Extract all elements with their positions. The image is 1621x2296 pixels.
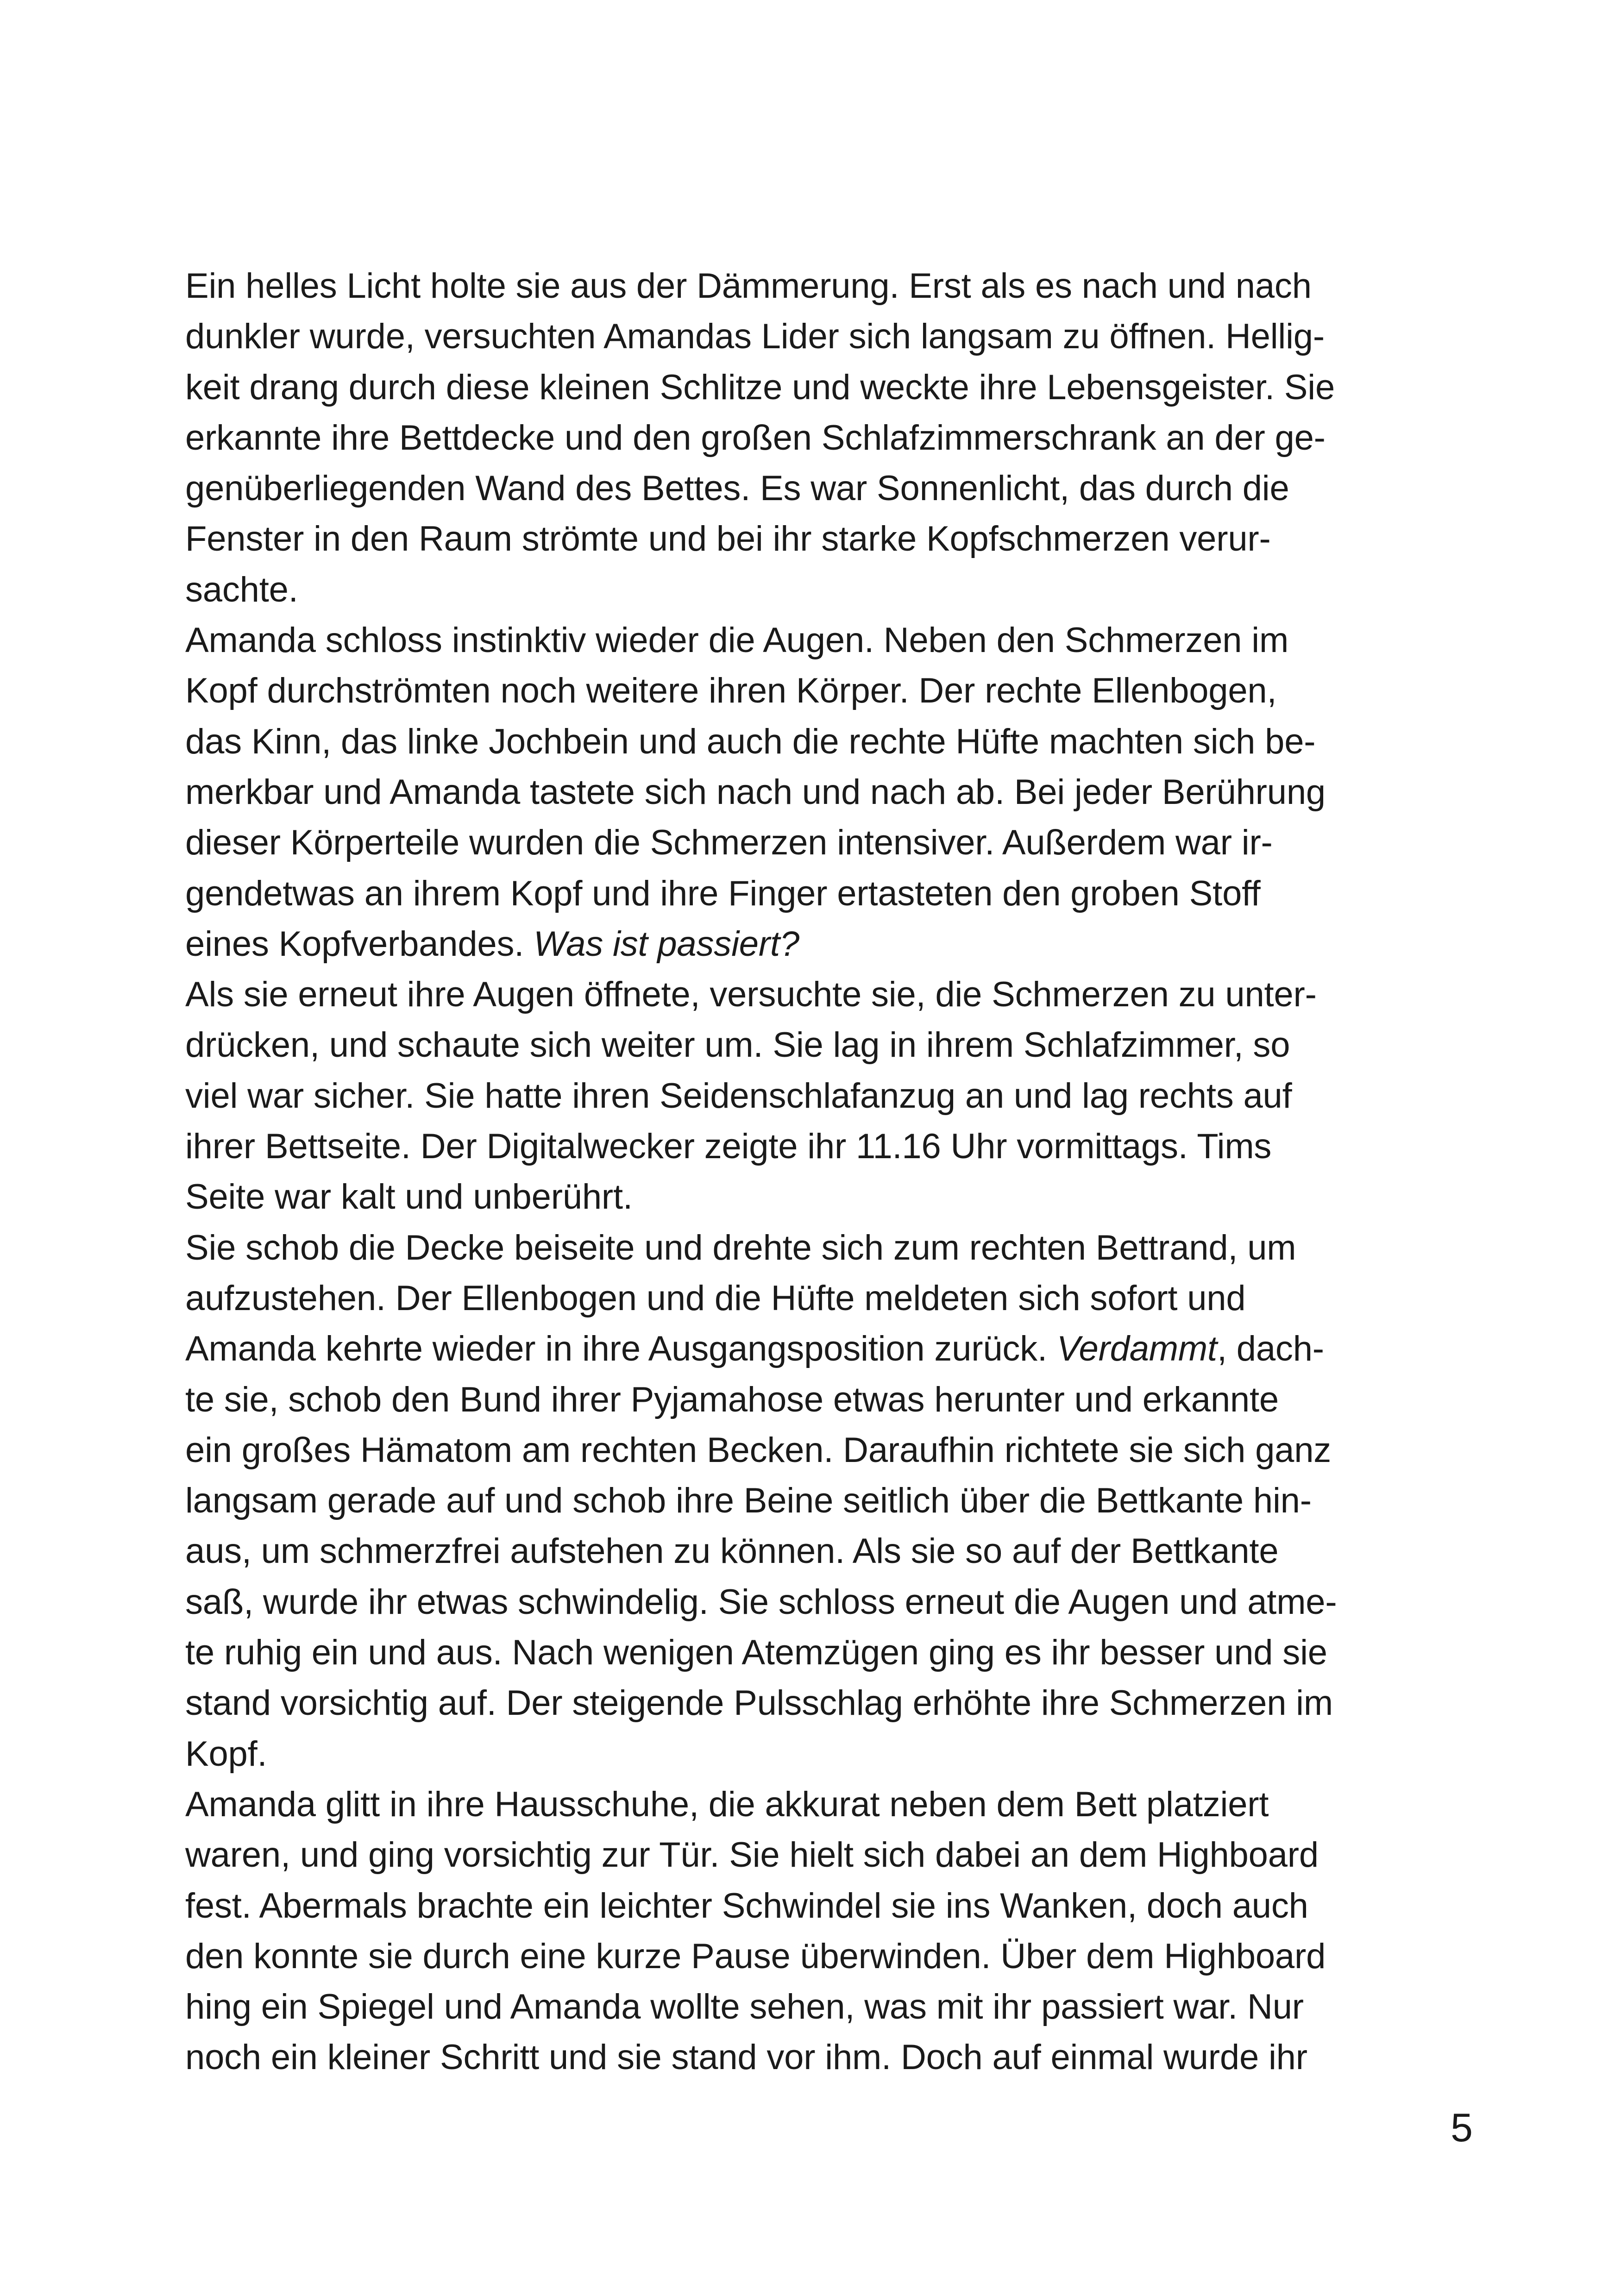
text-run: , dach- — [1217, 1329, 1324, 1369]
text-line: merkbar und Amanda tastete sich nach und nach ab. Bei jeder Berührung — [185, 772, 1326, 812]
text-line: Amanda schloss instinktiv wieder die Augen. Neben den Schmerzen im — [185, 621, 1289, 660]
text-line — [185, 1324, 1473, 1374]
italic-text: Verdammt — [1056, 1329, 1217, 1369]
text-line: stand vorsichtig auf. Der steigende Pulsschlag erhöhte ihre Schmerzen im — [185, 1683, 1333, 1723]
text-line: drücken, und schaute sich weiter um. Sie lag in ihrem Schlafzimmer, so — [185, 1025, 1290, 1065]
text-line: langsam gerade auf und schob ihre Beine seitlich über die Bettkante hin- — [185, 1481, 1312, 1521]
text-line: te sie, schob den Bund ihrer Pyjamahose etwas herunter und erkannte — [185, 1380, 1279, 1419]
text-line: Seite war kalt und unberührt. — [185, 1177, 633, 1217]
text-line: hing ein Spiegel und Amanda wollte sehen, was mit ihr passiert war. Nur — [185, 1987, 1304, 2027]
text-line: dieser Körperteile wurden die Schmerzen intensiver. Außerdem war ir- — [185, 823, 1273, 863]
text-line: Fenster in den Raum strömte und bei ihr starke Kopfschmerzen verur- — [185, 519, 1271, 559]
text-line: erkannte ihre Bettdecke und den großen Schlafzimmerschrank an der ge- — [185, 418, 1326, 458]
text-line: saß, wurde ihr etwas schwindelig. Sie schloss erneut die Augen und atme- — [185, 1582, 1337, 1622]
text-line: aufzustehen. Der Ellenbogen und die Hüfte meldeten sich sofort und — [185, 1278, 1246, 1318]
text-line: Kopf. — [185, 1734, 267, 1774]
italic-text: Was ist passiert? — [534, 924, 799, 964]
body-text — [185, 261, 1473, 2083]
page-number: 5 — [1451, 2106, 1473, 2150]
text-line: Kopf durchströmten noch weitere ihren Körper. Der rechte Ellenbogen, — [185, 671, 1277, 711]
text-line: aus, um schmerzfrei aufstehen zu können. Als sie so auf der Bettkante — [185, 1531, 1279, 1571]
text-line: Sie schob die Decke beiseite und drehte sich zum rechten Bettrand, um — [185, 1228, 1296, 1267]
text-line: noch ein kleiner Schritt und sie stand vor ihm. Doch auf einmal wurde ihr — [185, 2038, 1307, 2077]
text-line: gendetwas an ihrem Kopf und ihre Finger ertasteten den groben Stoff — [185, 873, 1261, 913]
text-run: eines Kopfverbandes. — [185, 924, 534, 964]
text-line: sachte. — [185, 570, 298, 609]
text-line: ein großes Hämatom am rechten Becken. Daraufhin richtete sie sich ganz — [185, 1430, 1332, 1470]
text-line: te ruhig ein und aus. Nach wenigen Atemzügen ging es ihr besser und sie — [185, 1633, 1327, 1673]
text-line: Als sie erneut ihre Augen öffnete, versuchte sie, die Schmerzen zu unter- — [185, 975, 1317, 1015]
text-line: viel war sicher. Sie hatte ihren Seidenschlafanzug an und lag rechts auf — [185, 1076, 1292, 1116]
text-line: keit drang durch diese kleinen Schlitze und weckte ihre Lebensgeister. Sie — [185, 367, 1335, 407]
text-line: Amanda glitt in ihre Hausschuhe, die akkurat neben dem Bett platziert — [185, 1784, 1269, 1824]
text-run: Amanda kehrte wieder in ihre Ausgangsposition zurück. — [185, 1329, 1057, 1369]
text-line: fest. Abermals brachte ein leichter Schwindel sie ins Wanken, doch auch — [185, 1886, 1308, 1926]
text-line: waren, und ging vorsichtig zur Tür. Sie hielt sich dabei an dem Highboard — [185, 1835, 1319, 1875]
text-line: das Kinn, das linke Jochbein und auch die rechte Hüfte machten sich be- — [185, 721, 1316, 761]
text-line: Ein helles Licht holte sie aus der Dämmerung. Erst als es nach und nach — [185, 266, 1312, 306]
text-line: den konnte sie durch eine kurze Pause überwinden. Über dem Highboard — [185, 1936, 1326, 1976]
text-line: ihrer Bettseite. Der Digitalwecker zeigte ihr 11.16 Uhr vormittags. Tims — [185, 1127, 1272, 1167]
text-line: genüberliegenden Wand des Bettes. Es war Sonnenlicht, das durch die — [185, 469, 1289, 508]
text-line: dunkler wurde, versuchten Amandas Lider sich langsam zu öffnen. Hellig- — [185, 317, 1325, 357]
text-line — [185, 919, 1473, 969]
